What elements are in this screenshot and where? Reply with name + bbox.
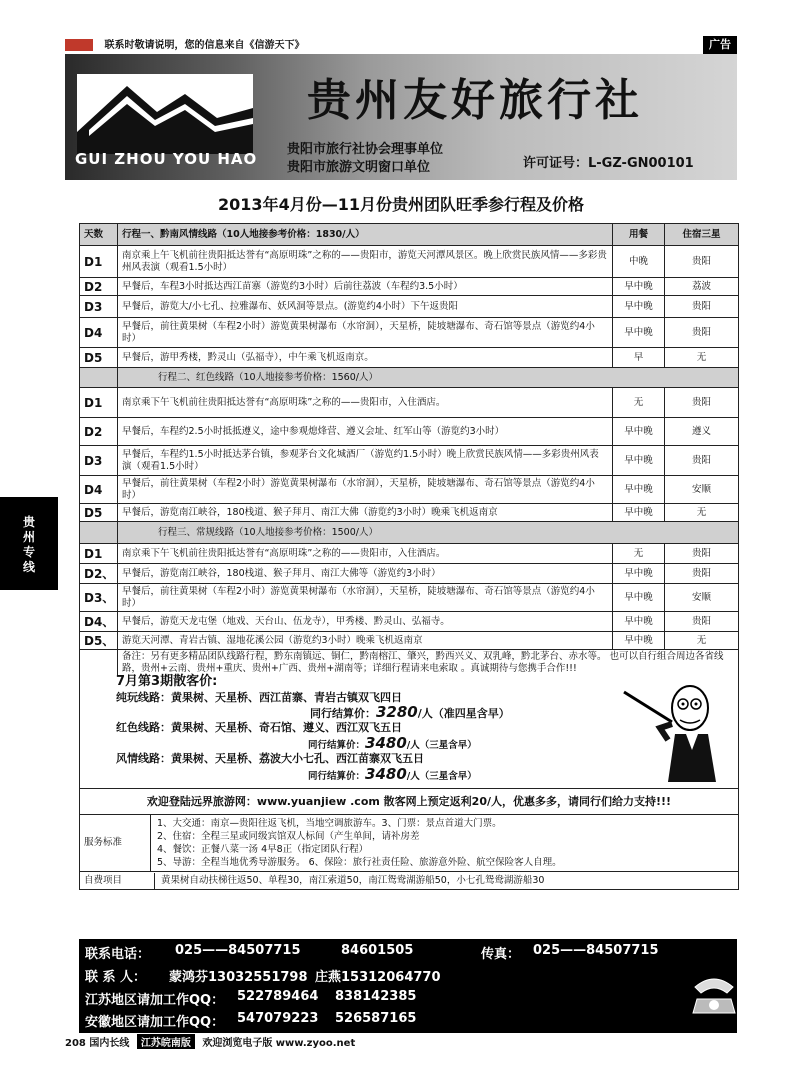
table-row [80,446,739,476]
side-section-tab [0,497,58,590]
hotel-cell: 无 [665,504,739,522]
anhui-qq-2: 526587165 [335,1011,417,1026]
tel-1: 025——84507715 [175,943,301,958]
side-tab-label: 贵州专线 [22,515,35,574]
hotel-cell: 安顺 [665,476,739,504]
route3-title: 行程三、常规线路（10人地接参考价格：1500/人） [118,522,739,544]
website-row [80,789,739,815]
publication-logo-icon [65,39,93,51]
table-row [80,278,739,296]
top-notice-bar [65,36,735,54]
agency-name: 贵州友好旅行社 [307,75,643,126]
website-text: 欢迎登陆远界旅游网：www.yuanjiew .com 散客网上预定返利20/人，优惠多多，请同行们给力支持!!! [80,789,739,815]
person-label: 联 系 人： [85,970,147,985]
desc-cell: 南京乘下午飞机前往贵阳抵达誉有“高原明珠”之称的——贵阳市，入住酒店。 [118,388,613,418]
hotel-cell: 贵阳 [665,296,739,318]
meal-cell: 早中晚 [613,418,665,446]
desc-cell: 早餐后，前往黄果树（车程2小时）游览黄果树瀑布（水帘洞），天星桥，陡坡塘瀑布、奇石馆等景点（游览约4小时） [118,318,613,348]
service-label-cell [80,815,613,872]
tel-2: 84601505 [341,943,414,958]
day-cell: D5 [80,348,118,368]
self-pay-cell [80,872,739,890]
table-header-row [80,224,739,246]
anhui-qq-label: 安徽地区请加工作QQ： [85,1015,225,1030]
day-cell: D5、 [80,632,118,650]
meal-cell: 无 [613,544,665,564]
col-hotel-header: 住宿三星 [665,224,739,246]
day-cell: D3 [80,296,118,318]
table-row [80,388,739,418]
hotel-cell: 贵阳 [665,388,739,418]
hotel-cell: 贵阳 [665,564,739,584]
table-row [80,348,739,368]
july-price-row-3 [308,765,477,783]
anhui-qq-1: 547079223 [237,1011,319,1026]
meal-cell: 早 [613,348,665,368]
meal-cell: 早中晚 [613,278,665,296]
july-line-1: 纯玩线路：黄果树、天星桥、西江苗寨、青岩古镇双飞四日 [116,691,402,704]
day-cell: D3 [80,446,118,476]
tel-label: 联系电话： [85,947,151,962]
service-label: 服务标准 [80,815,151,871]
hotel-cell: 无 [665,348,739,368]
license-number: 许可证号：L-GZ-GN00101 [523,156,694,171]
day-cell: D2 [80,278,118,296]
desc-cell: 早餐后，前往黄果树（车程2小时）游览黄果树瀑布（水帘洞），天星桥，陡坡塘瀑布、奇石馆等景点（游览约4小时） [118,476,613,504]
table-row [80,246,739,278]
ad-tag: 广告 [703,36,737,54]
price-label: 同行结算价： [308,740,366,751]
section-spacer [80,522,118,544]
telephone-icon [691,969,737,1015]
desc-cell: 早餐后，车程约1.5小时抵达茅台镇，参观茅台文化城酒厂（游览约1.5小时）晚上欣赏民族风情——多彩贵州风表演（观看1.5小时） [118,446,613,476]
price-value: 3280 [376,703,418,721]
self-pay-label: 自费项目 [80,873,155,889]
page-footer [65,1034,745,1052]
table-row [80,318,739,348]
desc-cell: 早餐后，前往黄果树（车程2小时）游览黄果树瀑布（水帘洞），天星桥，陡坡塘瀑布、奇石馆等景点（游览约4小时） [118,584,613,612]
banner-subtitle-1: 贵阳市旅行社协会理事单位 [287,142,444,157]
route1-title: 行程一、黔南风情线路（10人地接参考价格：1830/人） [118,224,613,246]
desc-cell: 南京乘下午飞机前往贵阳抵达誉有“高原明珠”之称的——贵阳市，入住酒店。 [118,544,613,564]
desc-cell: 早餐后，游览大/小七孔、拉雅瀑布、妖风洞等景点。(游览约4小时）下午返贵阳 [118,296,613,318]
footer-section: 国内长线 [89,1038,130,1049]
hotel-cell: 贵阳 [665,318,739,348]
meal-cell: 早中晚 [613,584,665,612]
service-line-2: 2、住宿：全程三星或同级宾馆双人标间（产生单间，请补房差 [157,831,420,842]
day-cell: D2、 [80,564,118,584]
fax-number: 025——84507715 [533,943,659,958]
july-row [80,676,739,789]
price-unit: /人（三星含早） [406,771,477,782]
section-spacer [80,368,118,388]
jiangsu-qq-label: 江苏地区请加工作QQ： [85,993,225,1008]
service-lines [151,815,568,871]
hotel-cell: 贵阳 [665,544,739,564]
footer-web: 欢迎浏览电子版 www.zyoo.net [202,1038,356,1049]
day-cell: D4、 [80,612,118,632]
july-line-3: 风情线路：黄果树、天星桥、荔波大小七孔、西江苗寨双飞五日 [116,752,424,765]
desc-cell: 早餐后，游览南江峡谷，180栈道、猴子拜月、南江大佛等（游览约3小时） [118,564,613,584]
price-unit: /人（准四星含早） [417,707,510,720]
desc-cell: 早餐后，车程3小时抵达西江苗寨（游览约3小时）后前往荔波（车程约3.5小时） [118,278,613,296]
banner-english-name: GUI ZHOU YOU HAO [75,150,258,168]
col-meal-header: 用餐 [613,224,665,246]
notes-spacer [80,650,118,677]
table-row [80,564,739,584]
hotel-cell: 安顺 [665,584,739,612]
july-line-2: 红色线路：黄果树、天星桥、奇石馆、遵义、西江双飞五日 [116,721,402,734]
jiangsu-qq-2: 838142385 [335,989,417,1004]
hotel-cell: 无 [665,632,739,650]
col-day-header: 天数 [80,224,118,246]
service-line-1: 1、大交通：南京—贵阳往返飞机，当地空调旅游车。3、门票：景点首道大门票。 [157,818,502,829]
service-row [80,815,739,872]
july-price-row-1 [310,703,510,721]
hotel-cell: 贵阳 [665,446,739,476]
day-cell: D1 [80,246,118,278]
meal-cell: 无 [613,388,665,418]
desc-cell: 早餐后，游览南江峡谷，180栈道、猴子拜月、南江大佛（游览约3小时）晚乘飞机返南京 [118,504,613,522]
desc-cell: 早餐后，游甲秀楼，黔灵山（弘福寺），中午乘飞机返南京。 [118,348,613,368]
table-row [80,296,739,318]
table-row [80,504,739,522]
edition-tag: 江苏皖南版 [137,1034,195,1049]
service-wrap [80,815,613,871]
meal-cell: 早中晚 [613,318,665,348]
july-promo [80,676,738,788]
jiangsu-qq-1: 522789464 [237,989,319,1004]
notes-text: 备注：另有更多精品团队线路行程，黔东南镇远、铜仁，黔南榕江、肇兴，黔西兴义、双乳峰，黔北茅台、赤水等。 也可以自行组合周边各省线路，贵州+云南、贵州+重庆、贵州+广西、贵州+湖南等；详细行程请来电索取 。真诚期待与您携手合作!!! [118,650,739,677]
meal-cell: 早中晚 [613,612,665,632]
hotel-cell: 遵义 [665,418,739,446]
page-number: 208 [65,1038,86,1049]
hotel-cell: 荔波 [665,278,739,296]
table-row [80,632,739,650]
day-cell: D2 [80,418,118,446]
meal-cell: 早中晚 [613,446,665,476]
table-row [80,476,739,504]
day-cell: D3、 [80,584,118,612]
day-cell: D4 [80,476,118,504]
contact-block [79,939,737,1033]
table-row [80,584,739,612]
self-pay-text: 黄果树自动扶梯往返50、单程30，南江索道50，南江鸳鸯湖游船50，小七孔鸳鸯湖游船30 [161,874,545,886]
service-fill [613,815,739,872]
self-pay-wrap [80,873,738,889]
desc-cell: 早餐后，车程约2.5小时抵抵遵义，途中参观熄烽营、遵义会址、红军山等（游览约3小时） [118,418,613,446]
itinerary-table [79,223,739,890]
july-title: 7月第3期散客价: [116,674,218,689]
desc-cell: 早餐后，游览天龙屯堡（地戏、天台山、伍龙寺），甲秀楼、黔灵山、弘福寺。 [118,612,613,632]
service-line-4: 5、导游：全程当地优秀导游服务。 6、保险：旅行社责任险、旅游意外险、航空保险客人自理。 [157,857,562,868]
hotel-cell: 贵阳 [665,246,739,278]
july-cell [80,676,739,789]
table-row [80,612,739,632]
self-pay-row [80,872,739,890]
person-2: 庄燕15312064770 [315,970,441,985]
meal-cell: 中晚 [613,246,665,278]
fax-label: 传真： [481,947,521,962]
page-title: 2013年4月份—11月份贵州团队旺季参行程及价格 [218,195,584,214]
day-cell: D1 [80,388,118,418]
banner-subtitle-2: 贵阳市旅游文明窗口单位 [287,160,431,175]
price-value: 3480 [365,765,407,783]
meal-cell: 早中晚 [613,504,665,522]
notes-row [80,650,739,677]
meal-cell: 早中晚 [613,476,665,504]
service-line-3: 4、餐饮：正餐八菜一汤 4早8正（指定团队行程） [157,844,369,855]
price-value: 3480 [365,734,407,752]
meal-cell: 早中晚 [613,564,665,584]
day-cell: D5 [80,504,118,522]
meal-cell: 早中晚 [613,296,665,318]
price-unit: /人（三星含早） [406,740,477,751]
price-label: 同行结算价： [310,707,376,720]
header-banner [65,54,737,180]
section-row [80,522,739,544]
route2-title: 行程二、红色线路（10人地接参考价格：1560/人） [118,368,739,388]
person-1: 蒙鸿芬13032551798 [169,970,308,985]
hotel-cell: 贵阳 [665,612,739,632]
table-row [80,544,739,564]
desc-cell: 游览天河潭、青岩古镇、湿地花溪公园（游览约3小时）晚乘飞机返南京 [118,632,613,650]
day-cell: D4 [80,318,118,348]
top-notice: 联系时敬请说明，您的信息来自《信游天下》 [104,40,305,51]
desc-cell: 南京乘上午飞机前往贵阳抵达誉有“高原明珠”之称的——贵阳市，游览天河潭风景区。晚上欣赏民族风情——多彩贵州风表演（观看1.5小时） [118,246,613,278]
table-row [80,418,739,446]
day-cell: D1 [80,544,118,564]
july-price-row-2 [308,734,477,752]
price-label: 同行结算价： [308,771,366,782]
cartoon-teacher-icon [620,678,720,784]
section-row [80,368,739,388]
meal-cell: 早中晚 [613,632,665,650]
